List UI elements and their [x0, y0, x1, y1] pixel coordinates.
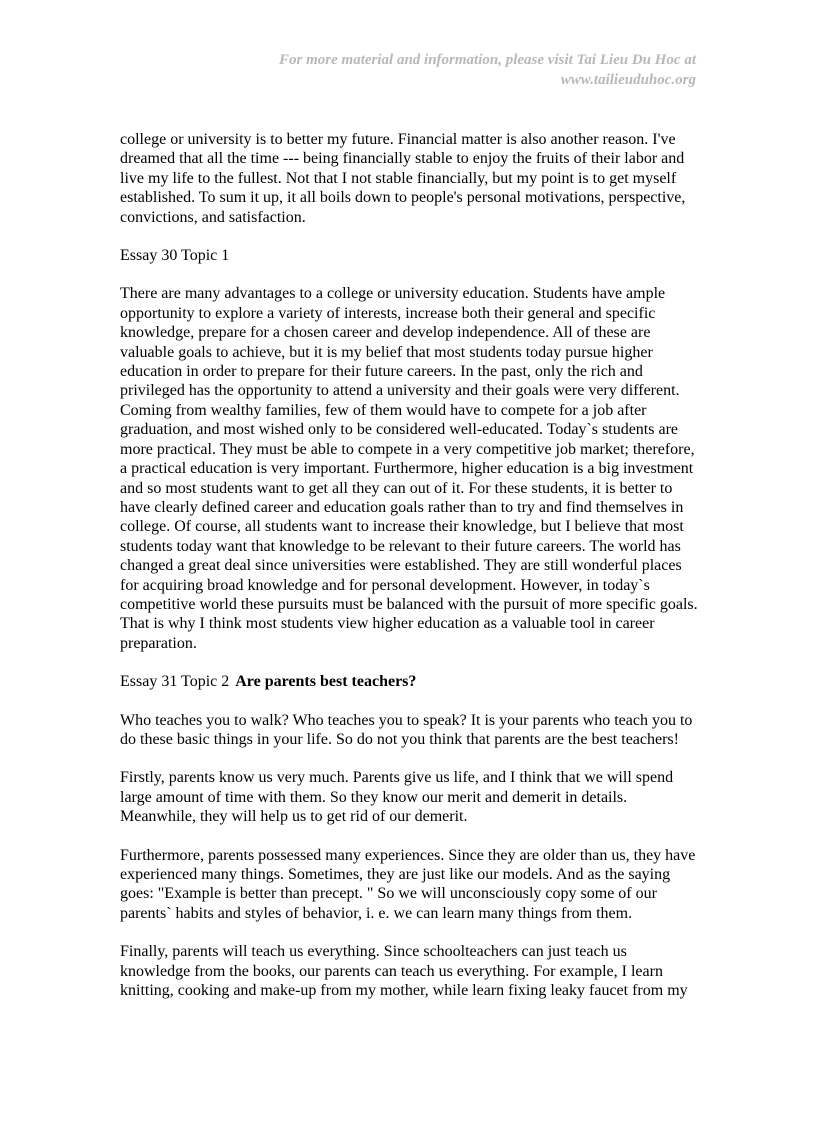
header-line-1: For more material and information, please visit Tai Lieu Du Hoc at	[279, 52, 696, 68]
paragraph-furthermore: Furthermore, parents possessed many experiences. Since they are older than us, they have experienced many things. Sometimes, they are just like our models. And as the saying goes: "Example is better than precept. " So we will unconsciously copy some of our parents` habits and styles of behavior, i. e. we can learn many things from them.	[120, 846, 696, 922]
document-body	[120, 130, 700, 1019]
header-line-2: www.tailieuduhoc.org	[560, 72, 696, 88]
paragraph-essay-30: There are many advantages to a college or university education. Students have ample opportunity to explore a variety of interests, increase both their general and specific knowledge, prepare for a chosen career and develop independence. All of these are valuable goals to achieve, but it is my belief that most students today pursue higher education in order to prepare for their future careers. In the past, only the rich and privileged has the opportunity to attend a university and their goals were very different. Coming from wealthy families, few of them would have to compete for a job after graduation, and most wished only to be considered well-educated. Today`s students are more practical. They must be able to compete in a very competitive job market; therefore, a practical education is very important. Furthermore, higher education is a big investment and so most students want to get all they can out of it. For these students, it is better to have clearly defined career and education goals rather than to try and find themselves in college. Of course, all students want to increase their knowledge, but I believe that most students today want that knowledge to be relevant to their future careers. The world has changed a great deal since universities were established. They are still wonderful places for acquiring broad knowledge and for personal development. However, in today`s competitive world these pursuits must be balanced with the pursuit of more specific goals. That is why I think most students view higher education as a valuable tool in career preparation.	[120, 285, 698, 652]
essay-31-heading	[120, 672, 700, 691]
essay-31-title: Are parents best teachers?	[235, 673, 417, 691]
paragraph-firstly: Firstly, parents know us very much. Parents give us life, and I think that we will spend large amount of time with them. So they know our merit and demerit in details. Meanwhile, they will help us to get rid of our demerit.	[120, 769, 674, 826]
paragraph-finally: Finally, parents will teach us everything. Since schoolteachers can just teach us knowledge from the books, our parents can teach us everything. For example, I learn knitting, cooking and make-up from my mother, while learn fixing leaky faucet from my	[120, 943, 688, 1000]
essay-31-label: Essay 31 Topic 2	[120, 673, 230, 691]
page-header	[176, 50, 696, 90]
paragraph-essay-31-intro: Who teaches you to walk? Who teaches you to speak? It is your parents who teach you to do these basic things in your life. So do not you think that parents are the best teachers!	[120, 711, 693, 748]
essay-30-heading: Essay 30 Topic 1	[120, 247, 230, 265]
paragraph-intro-continuation: college or university is to better my future. Financial matter is also another reason. I've dreamed that all the time --- being financially stable to enjoy the fruits of their labor and live my life to the fullest. Not that I not stable financially, but my point is to get myself established. To sum it up, it all boils down to people's personal motivations, perspective, convictions, and satisfaction.	[120, 131, 686, 226]
